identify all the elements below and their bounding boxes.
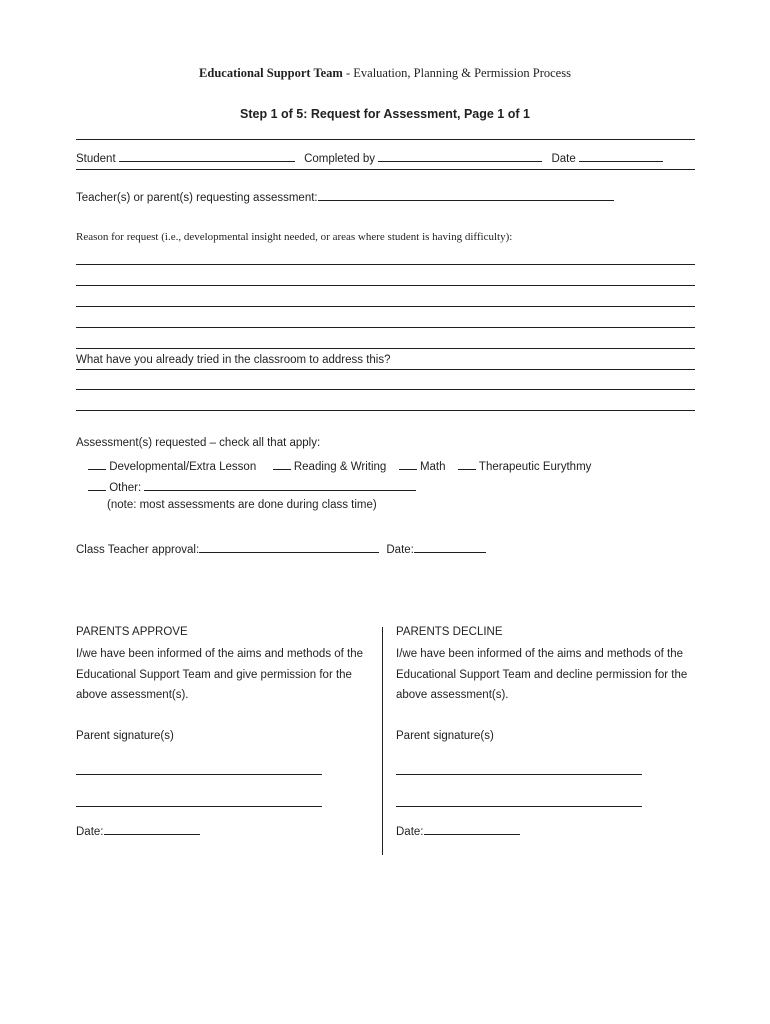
date-label: Date [551, 153, 576, 165]
approve-signature-field[interactable] [76, 763, 322, 775]
approve-date-row [76, 823, 200, 838]
decline-text-line: Educational Support Team and decline permission for the [396, 668, 688, 681]
reason-label: Reason for request (i.e., developmental insight needed, or areas where student is having difficulty): [76, 231, 513, 243]
step-title: Step 1 of 5: Request for Assessment, Page 1 of 1 [240, 107, 530, 121]
approve-heading: PARENTS APPROVE [76, 626, 188, 638]
requester-row [76, 189, 614, 204]
decline-date-field[interactable] [424, 823, 520, 835]
decline-text-line: above assessment(s). [396, 689, 509, 701]
divider [76, 169, 695, 170]
reason-line[interactable] [76, 327, 695, 328]
tried-line[interactable] [76, 410, 695, 411]
decline-heading: PARENTS DECLINE [396, 626, 503, 638]
approval-date-label: Date: [386, 544, 414, 556]
approval-date-field[interactable] [414, 541, 486, 553]
approve-text-line: Educational Support Team and give permission for the [76, 668, 352, 681]
reason-line[interactable] [76, 264, 695, 265]
form-header [0, 66, 770, 81]
student-label: Student [76, 153, 116, 165]
reason-line[interactable] [76, 285, 695, 286]
divider [76, 139, 695, 140]
decline-text-line: I/we have been informed of the aims and methods of the [396, 648, 684, 660]
approve-date-field[interactable] [104, 823, 200, 835]
decline-date-row [396, 823, 520, 838]
column-divider [382, 627, 383, 855]
approve-text-line: above assessment(s). [76, 689, 189, 701]
completed-by-field[interactable] [378, 150, 542, 162]
assessment-options [88, 458, 591, 473]
option-therapeutic-eurythmy: Therapeutic Eurythmy [478, 461, 592, 473]
reason-line[interactable] [76, 306, 695, 307]
approval-row [76, 541, 486, 556]
option-math: Math [419, 461, 446, 473]
decline-signature-label: Parent signature(s) [396, 730, 494, 742]
student-field[interactable] [119, 150, 295, 162]
approve-date-label: Date: [76, 826, 104, 838]
reason-line[interactable] [76, 348, 695, 349]
assessment-note: (note: most assessments are done during class time) [107, 499, 377, 511]
other-field[interactable] [144, 479, 416, 491]
checkbox-therapeutic-eurythmy[interactable] [458, 458, 476, 470]
checkbox-reading-writing[interactable] [273, 458, 291, 470]
other-row [88, 479, 416, 494]
decline-date-label: Date: [396, 826, 424, 838]
completed-by-label: Completed by [304, 153, 376, 165]
date-field[interactable] [579, 150, 663, 162]
process-title: - Evaluation, Planning & Permission Process [342, 66, 571, 80]
requester-field[interactable] [318, 189, 614, 201]
org-name: Educational Support Team [199, 66, 343, 80]
checkbox-math[interactable] [399, 458, 417, 470]
checkbox-developmental[interactable] [88, 458, 106, 470]
assessments-heading: Assessment(s) requested – check all that apply: [76, 437, 321, 449]
decline-signature-field[interactable] [396, 763, 642, 775]
tried-label: What have you already tried in the classroom to address this? [76, 354, 391, 366]
tried-line[interactable] [76, 369, 695, 370]
student-row [76, 150, 663, 165]
approve-signature-label: Parent signature(s) [76, 730, 174, 742]
option-other: Other: [109, 482, 142, 494]
approve-statement [76, 644, 363, 706]
tried-line[interactable] [76, 389, 695, 390]
decline-signature-field[interactable] [396, 795, 642, 807]
approve-signature-field[interactable] [76, 795, 322, 807]
teacher-approval-label: Class Teacher approval: [76, 544, 200, 556]
approve-text-line: I/we have been informed of the aims and methods of the [76, 648, 364, 660]
decline-statement [396, 644, 687, 706]
option-reading-writing: Reading & Writing [293, 461, 387, 473]
requester-label: Teacher(s) or parent(s) requesting assessment: [76, 192, 318, 204]
checkbox-other[interactable] [88, 479, 106, 491]
teacher-approval-field[interactable] [199, 541, 379, 553]
option-developmental: Developmental/Extra Lesson [109, 461, 257, 473]
